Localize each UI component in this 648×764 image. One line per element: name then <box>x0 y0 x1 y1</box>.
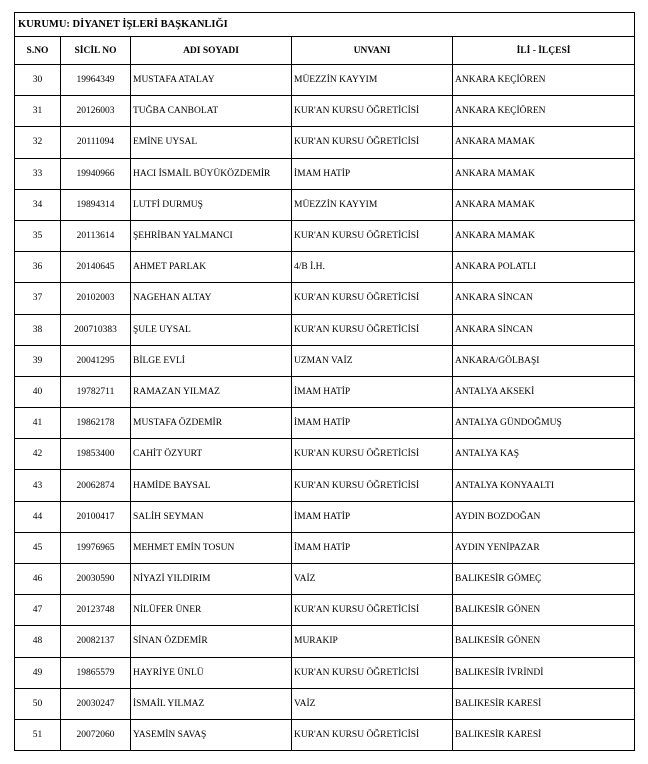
sicil-number: 20100417 <box>61 501 131 532</box>
job-title: KUR'AN KURSU ÖĞRETİCİSİ <box>292 595 453 626</box>
sicil-number: 20041295 <box>61 345 131 376</box>
person-name: CAHİT ÖZYURT <box>131 439 292 470</box>
row-number: 45 <box>15 532 61 563</box>
person-name: AHMET PARLAK <box>131 252 292 283</box>
table-row <box>15 719 635 750</box>
job-title: MÜEZZİN KAYYIM <box>292 65 453 96</box>
sicil-number: 20126003 <box>61 96 131 127</box>
person-name: LUTFİ DURMUŞ <box>131 189 292 220</box>
row-number: 49 <box>15 657 61 688</box>
document-page <box>14 12 634 751</box>
job-title: KUR'AN KURSU ÖĞRETİCİSİ <box>292 314 453 345</box>
table-row <box>15 408 635 439</box>
personnel-table <box>14 12 635 751</box>
person-name: HAMİDE BAYSAL <box>131 470 292 501</box>
job-title: VAİZ <box>292 688 453 719</box>
table-row <box>15 501 635 532</box>
job-title: 4/B İ.H. <box>292 252 453 283</box>
person-name: NAGEHAN ALTAY <box>131 283 292 314</box>
row-number: 36 <box>15 252 61 283</box>
institution-title: KURUMU: DİYANET İŞLERİ BAŞKANLIĞI <box>15 13 635 37</box>
sicil-number: 20072060 <box>61 719 131 750</box>
table-row <box>15 283 635 314</box>
location: ANKARA POLATLI <box>453 252 635 283</box>
sicil-number: 19782711 <box>61 376 131 407</box>
location: AYDIN YENİPAZAR <box>453 532 635 563</box>
table-row <box>15 345 635 376</box>
job-title: KUR'AN KURSU ÖĞRETİCİSİ <box>292 470 453 501</box>
column-header-name: ADI SOYADI <box>131 37 292 65</box>
row-number: 50 <box>15 688 61 719</box>
row-number: 42 <box>15 439 61 470</box>
sicil-number: 20111094 <box>61 127 131 158</box>
person-name: TUĞBA CANBOLAT <box>131 96 292 127</box>
sicil-number: 20123748 <box>61 595 131 626</box>
table-row <box>15 314 635 345</box>
table-row <box>15 439 635 470</box>
column-header-location: İLİ - İLÇESİ <box>453 37 635 65</box>
table-header-row <box>15 37 635 65</box>
job-title: İMAM HATİP <box>292 408 453 439</box>
location: ANTALYA AKSEKİ <box>453 376 635 407</box>
person-name: MUSTAFA ATALAY <box>131 65 292 96</box>
location: ANTALYA KAŞ <box>453 439 635 470</box>
sicil-number: 20102003 <box>61 283 131 314</box>
location: ANTALYA KONYAALTI <box>453 470 635 501</box>
location: ANKARA MAMAK <box>453 189 635 220</box>
location: ANKARA MAMAK <box>453 127 635 158</box>
sicil-number: 20140645 <box>61 252 131 283</box>
person-name: ŞULE UYSAL <box>131 314 292 345</box>
table-row <box>15 564 635 595</box>
person-name: BİLGE EVLİ <box>131 345 292 376</box>
person-name: SALİH SEYMAN <box>131 501 292 532</box>
job-title: KUR'AN KURSU ÖĞRETİCİSİ <box>292 719 453 750</box>
person-name: EMİNE UYSAL <box>131 127 292 158</box>
table-row <box>15 688 635 719</box>
table-body <box>15 65 635 751</box>
location: ANKARA SİNCAN <box>453 283 635 314</box>
person-name: MUSTAFA ÖZDEMİR <box>131 408 292 439</box>
table-row <box>15 532 635 563</box>
person-name: İSMAİL YILMAZ <box>131 688 292 719</box>
sicil-number: 20082137 <box>61 626 131 657</box>
row-number: 37 <box>15 283 61 314</box>
row-number: 31 <box>15 96 61 127</box>
job-title: İMAM HATİP <box>292 501 453 532</box>
location: ANKARA MAMAK <box>453 158 635 189</box>
column-header-sno: S.NO <box>15 37 61 65</box>
job-title: KUR'AN KURSU ÖĞRETİCİSİ <box>292 220 453 251</box>
location: ANKARA SİNCAN <box>453 314 635 345</box>
sicil-number: 20030247 <box>61 688 131 719</box>
table-row <box>15 595 635 626</box>
location: BALIKESİR GÖMEÇ <box>453 564 635 595</box>
job-title: İMAM HATİP <box>292 158 453 189</box>
table-row <box>15 626 635 657</box>
row-number: 43 <box>15 470 61 501</box>
person-name: NİLÜFER ÜNER <box>131 595 292 626</box>
sicil-number: 20062874 <box>61 470 131 501</box>
location: BALIKESİR İVRİNDİ <box>453 657 635 688</box>
column-header-title: UNVANI <box>292 37 453 65</box>
person-name: HACI İSMAİL BÜYÜKÖZDEMİR <box>131 158 292 189</box>
location: ANKARA KEÇİÖREN <box>453 96 635 127</box>
location: AYDIN BOZDOĞAN <box>453 501 635 532</box>
person-name: ŞEHRİBAN YALMANCI <box>131 220 292 251</box>
table-row <box>15 158 635 189</box>
row-number: 33 <box>15 158 61 189</box>
job-title: KUR'AN KURSU ÖĞRETİCİSİ <box>292 96 453 127</box>
job-title: KUR'AN KURSU ÖĞRETİCİSİ <box>292 657 453 688</box>
sicil-number: 20030590 <box>61 564 131 595</box>
row-number: 35 <box>15 220 61 251</box>
row-number: 30 <box>15 65 61 96</box>
sicil-number: 19940966 <box>61 158 131 189</box>
person-name: SİNAN ÖZDEMİR <box>131 626 292 657</box>
person-name: MEHMET EMİN TOSUN <box>131 532 292 563</box>
table-row <box>15 657 635 688</box>
location: ANKARA KEÇİÖREN <box>453 65 635 96</box>
row-number: 47 <box>15 595 61 626</box>
job-title: İMAM HATİP <box>292 532 453 563</box>
person-name: YASEMİN SAVAŞ <box>131 719 292 750</box>
table-row <box>15 470 635 501</box>
job-title: VAİZ <box>292 564 453 595</box>
sicil-number: 19865579 <box>61 657 131 688</box>
row-number: 34 <box>15 189 61 220</box>
row-number: 32 <box>15 127 61 158</box>
sicil-number: 19853400 <box>61 439 131 470</box>
job-title: İMAM HATİP <box>292 376 453 407</box>
location: BALIKESİR GÖNEN <box>453 595 635 626</box>
location: BALIKESİR KARESİ <box>453 688 635 719</box>
row-number: 51 <box>15 719 61 750</box>
person-name: NİYAZİ YILDIRIM <box>131 564 292 595</box>
job-title: MURAKIP <box>292 626 453 657</box>
table-row <box>15 96 635 127</box>
table-row <box>15 189 635 220</box>
job-title: KUR'AN KURSU ÖĞRETİCİSİ <box>292 127 453 158</box>
table-row <box>15 65 635 96</box>
job-title: KUR'AN KURSU ÖĞRETİCİSİ <box>292 439 453 470</box>
location: BALIKESİR KARESİ <box>453 719 635 750</box>
table-row <box>15 252 635 283</box>
row-number: 48 <box>15 626 61 657</box>
row-number: 39 <box>15 345 61 376</box>
row-number: 44 <box>15 501 61 532</box>
row-number: 41 <box>15 408 61 439</box>
row-number: 46 <box>15 564 61 595</box>
person-name: HAYRİYE ÜNLÜ <box>131 657 292 688</box>
sicil-number: 19894314 <box>61 189 131 220</box>
sicil-number: 19976965 <box>61 532 131 563</box>
location: ANTALYA GÜNDOĞMUŞ <box>453 408 635 439</box>
sicil-number: 20113614 <box>61 220 131 251</box>
job-title: UZMAN VAİZ <box>292 345 453 376</box>
sicil-number: 19862178 <box>61 408 131 439</box>
table-row <box>15 127 635 158</box>
location: ANKARA MAMAK <box>453 220 635 251</box>
job-title: MÜEZZİN KAYYIM <box>292 189 453 220</box>
table-row <box>15 376 635 407</box>
person-name: RAMAZAN YILMAZ <box>131 376 292 407</box>
column-header-sicil: SİCİL NO <box>61 37 131 65</box>
row-number: 40 <box>15 376 61 407</box>
table-row <box>15 220 635 251</box>
sicil-number: 200710383 <box>61 314 131 345</box>
row-number: 38 <box>15 314 61 345</box>
sicil-number: 19964349 <box>61 65 131 96</box>
job-title: KUR'AN KURSU ÖĞRETİCİSİ <box>292 283 453 314</box>
location: ANKARA/GÖLBAŞI <box>453 345 635 376</box>
location: BALIKESİR GÖNEN <box>453 626 635 657</box>
